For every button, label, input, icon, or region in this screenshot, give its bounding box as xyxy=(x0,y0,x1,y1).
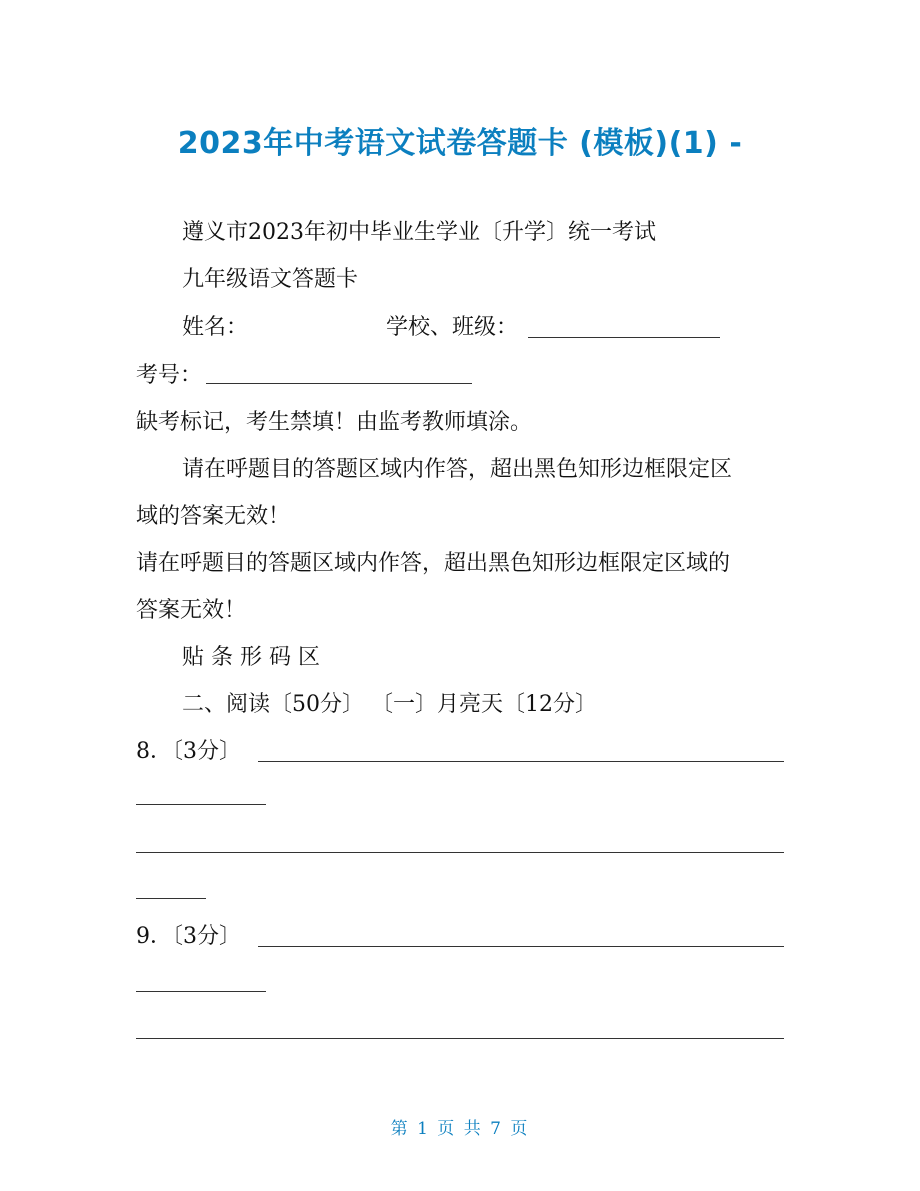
exam-name: 遵义市2023年初中毕业生学业〔升学〕统一考试 xyxy=(182,220,656,245)
page-number-footer: 第 1 页 共 7 页 xyxy=(390,1119,530,1139)
name-label: 姓名： xyxy=(182,315,249,340)
question-9-answer-line-2[interactable] xyxy=(136,991,266,992)
question-9-label: 9．〔3分〕 xyxy=(136,924,241,949)
section-heading: 二、阅读〔50分〕 〔一〕月亮天〔12分〕 xyxy=(182,692,597,717)
question-9-answer-line-1[interactable] xyxy=(258,946,784,947)
question-8-answer-line-2[interactable] xyxy=(136,804,266,805)
exam-no-blank[interactable] xyxy=(206,383,472,384)
instruction-1-line1: 请在呼题目的答题区域内作答，超出黑色知形边框限定区 xyxy=(182,457,733,482)
school-class-label: 学校、班级： xyxy=(386,315,519,340)
absent-mark-notice: 缺考标记，考生禁填！由监考教师填涂。 xyxy=(136,410,533,435)
barcode-area-label: 贴 条 形 码 区 xyxy=(182,645,320,670)
question-8-label: 8．〔3分〕 xyxy=(136,739,241,764)
question-9-answer-line-3[interactable] xyxy=(136,1038,784,1039)
question-8-answer-line-4[interactable] xyxy=(136,898,206,899)
instruction-2-line1: 请在呼题目的答题区域内作答，超出黑色知形边框限定区域的 xyxy=(136,551,731,576)
document-title: 2023年中考语文试卷答题卡 (模板)(1) - xyxy=(177,126,743,161)
question-8-answer-line-1[interactable] xyxy=(258,761,784,762)
card-name: 九年级语文答题卡 xyxy=(182,267,359,292)
question-8-answer-line-3[interactable] xyxy=(136,852,784,853)
exam-no-label: 考号： xyxy=(136,363,203,388)
instruction-2-line2: 答案无效！ xyxy=(136,598,247,623)
instruction-1-line2: 域的答案无效！ xyxy=(136,504,291,529)
school-class-blank[interactable] xyxy=(528,337,720,338)
